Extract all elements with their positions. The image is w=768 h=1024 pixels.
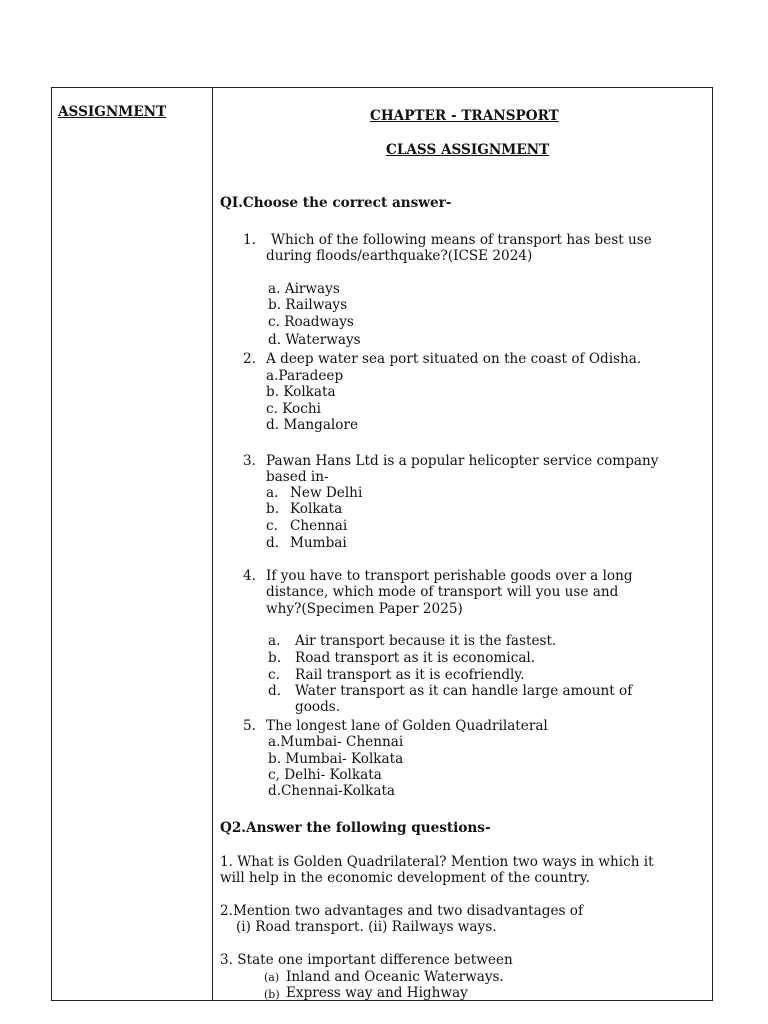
q1-item3-option-a-letter: a. bbox=[266, 485, 279, 501]
q1-item1-line2: during floods/earthquake?(ICSE 2024) bbox=[266, 248, 533, 264]
q1-item5-option-c: c, Delhi- Kolkata bbox=[268, 767, 382, 783]
q1-item4-option-a-letter: a. bbox=[268, 633, 281, 649]
q1-item4-option-c-letter: c. bbox=[268, 667, 280, 683]
q1-item5-line1: The longest lane of Golden Quadrilateral bbox=[266, 718, 548, 734]
q1-item3-line2: based in- bbox=[266, 469, 329, 485]
q1-heading: QI.Choose the correct answer- bbox=[220, 195, 452, 211]
q2-heading: Q2.Answer the following questions- bbox=[220, 820, 491, 836]
q1-item3-option-b-letter: b. bbox=[266, 501, 280, 517]
q1-item4-line2: distance, which mode of transport will you use and bbox=[266, 584, 619, 600]
q1-item4-option-b-text: Road transport as it is economical. bbox=[295, 650, 536, 666]
q1-item4-line3: why?(Specimen Paper 2025) bbox=[266, 601, 463, 617]
q2-item3-sub-a-letter: (a) bbox=[264, 971, 280, 984]
q1-item1-number: 1. bbox=[243, 232, 256, 248]
q2-item1-line2: will help in the economic development of the country. bbox=[220, 870, 590, 886]
q1-item3-option-d-letter: d. bbox=[266, 535, 280, 551]
q1-item2-option-a: a.Paradeep bbox=[266, 368, 344, 384]
q2-item1-line1: 1. What is Golden Quadrilateral? Mention two ways in which it bbox=[220, 854, 654, 870]
chapter-title: CHAPTER - TRANSPORT bbox=[370, 108, 559, 124]
q1-item2-option-c: c. Kochi bbox=[266, 401, 321, 417]
q1-item3-option-d-text: Mumbai bbox=[290, 535, 347, 551]
q1-item5-option-a: a.Mumbai- Chennai bbox=[268, 734, 404, 750]
q2-item2-line1: 2.Mention two advantages and two disadvantages of bbox=[220, 903, 584, 919]
q1-item3-option-a-text: New Delhi bbox=[290, 485, 363, 501]
q1-item4-option-a-text: Air transport because it is the fastest. bbox=[295, 633, 557, 649]
class-assignment-title: CLASS ASSIGNMENT bbox=[386, 142, 550, 158]
q1-item3-number: 3. bbox=[243, 453, 256, 469]
q1-item3-option-c-letter: c. bbox=[266, 518, 278, 534]
q1-item1-option-d: d. Waterways bbox=[268, 332, 361, 348]
q1-item1-option-a: a. Airways bbox=[268, 281, 340, 297]
q1-item4-option-d-letter: d. bbox=[268, 683, 282, 699]
q1-item4-option-b-letter: b. bbox=[268, 650, 282, 666]
q1-item4-option-d-text: Water transport as it can handle large amount of bbox=[295, 683, 633, 699]
q1-item2-option-b: b. Kolkata bbox=[266, 384, 336, 400]
q1-item1-option-c: c. Roadways bbox=[268, 314, 354, 330]
q2-item3-line1: 3. State one important difference between bbox=[220, 952, 513, 968]
q1-item1-option-b: b. Railways bbox=[268, 297, 348, 313]
q1-item5-number: 5. bbox=[243, 718, 256, 734]
q1-item2-option-d: d. Mangalore bbox=[266, 417, 359, 433]
q1-item1-line1: Which of the following means of transport has best use bbox=[271, 232, 652, 248]
q2-item3-sub-a-text: Inland and Oceanic Waterways. bbox=[286, 969, 504, 985]
q1-item4-line1: If you have to transport perishable goods over a long bbox=[266, 568, 633, 584]
q2-item3-sub-b-letter: (b) bbox=[264, 988, 280, 1001]
q1-item2-line1: A deep water sea port situated on the coast of Odisha. bbox=[266, 351, 642, 367]
q1-item3-option-c-text: Chennai bbox=[290, 518, 348, 534]
q1-item4-option-d-text-cont: goods. bbox=[295, 699, 341, 715]
q1-item5-option-d: d.Chennai-Kolkata bbox=[268, 783, 396, 799]
q1-item3-line1: Pawan Hans Ltd is a popular helicopter service company bbox=[266, 453, 659, 469]
q1-item4-number: 4. bbox=[243, 568, 256, 584]
q1-item4-option-c-text: Rail transport as it is ecofriendly. bbox=[295, 667, 525, 683]
q2-item2-line2: (i) Road transport. (ii) Railways ways. bbox=[236, 919, 497, 935]
column-divider bbox=[212, 87, 213, 1001]
q1-item5-option-b: b. Mumbai- Kolkata bbox=[268, 751, 404, 767]
q1-item3-option-b-text: Kolkata bbox=[290, 501, 343, 517]
q1-item2-number: 2. bbox=[243, 351, 256, 367]
q2-item3-sub-b-text: Express way and Highway bbox=[286, 985, 468, 1001]
left-heading: ASSIGNMENT bbox=[58, 104, 167, 120]
